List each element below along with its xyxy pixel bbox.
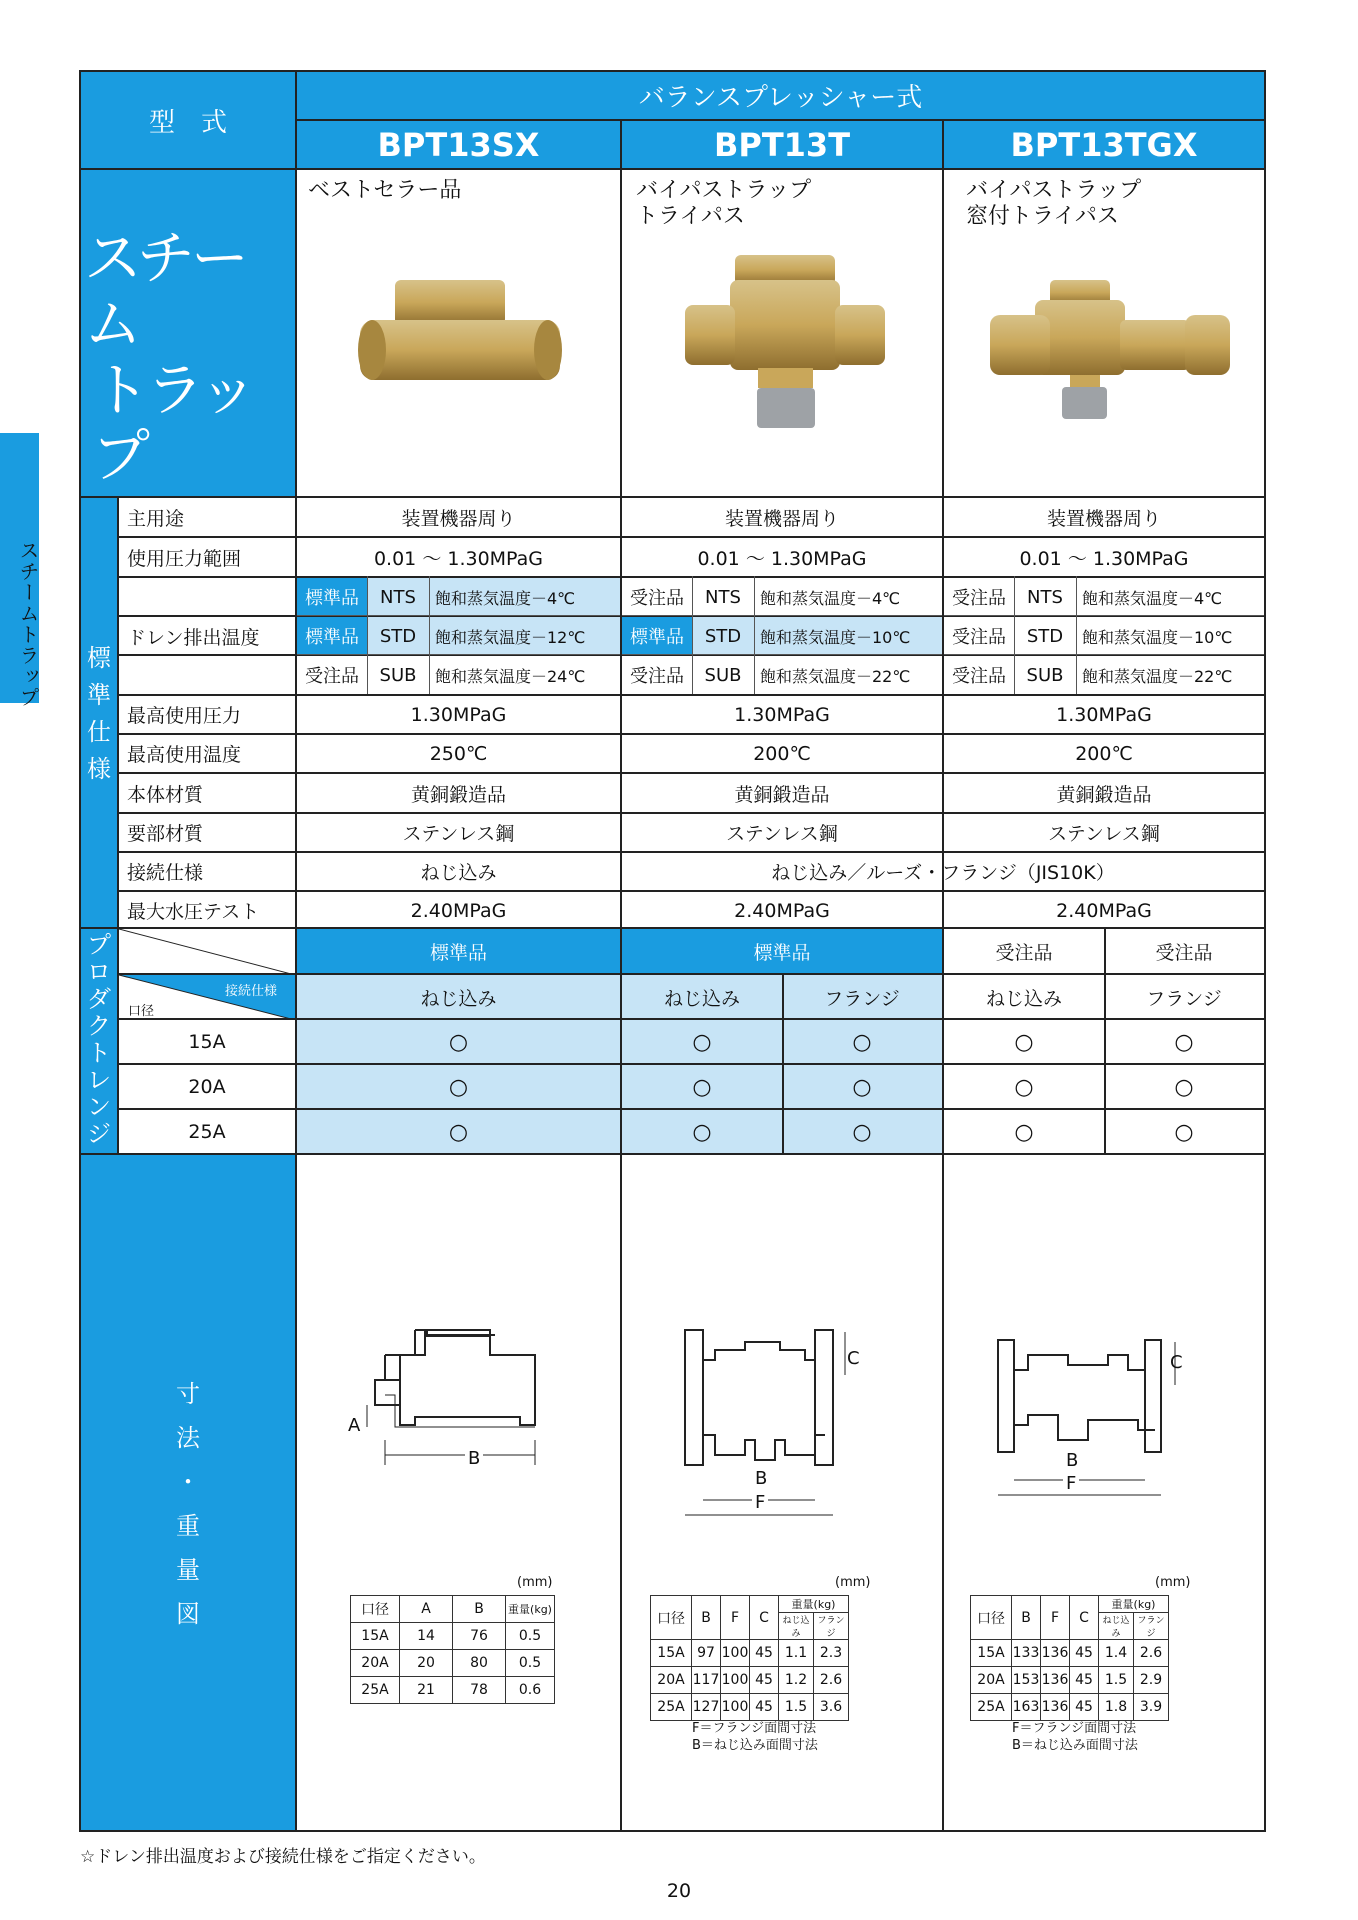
dim-head: B	[1012, 1596, 1041, 1640]
dim-cell: 2.9	[1134, 1667, 1169, 1694]
dim-cell: 1.5	[1099, 1667, 1134, 1694]
drain-status: 受注品	[630, 588, 684, 609]
grid-line	[117, 973, 1266, 975]
footnote: ☆ドレン排出温度および接続仕様をご指定ください。	[80, 1847, 486, 1867]
range-mark: ○	[448, 1074, 469, 1100]
drain-temp: 飽和蒸気温度－4℃	[760, 588, 901, 608]
dim-cell: 45	[1070, 1694, 1099, 1721]
drain-temp: 飽和蒸気温度－24℃	[435, 666, 586, 686]
dim-cell: 1.5	[779, 1694, 814, 1721]
dim-cell: 3.6	[814, 1694, 849, 1721]
dim-cell: 1.1	[779, 1640, 814, 1667]
grid-line	[117, 1108, 1266, 1110]
dim-cell: 1.4	[1099, 1640, 1134, 1667]
dim-f-label-2: F	[752, 1492, 768, 1513]
spec-value: ねじ込み	[420, 862, 497, 884]
dim-cell: 78	[453, 1677, 506, 1704]
unit-3: (mm)	[1155, 1575, 1191, 1590]
dim-cell: 0.5	[506, 1650, 555, 1677]
dim-head: フランジ	[814, 1613, 849, 1640]
dim-cell: 3.9	[1134, 1694, 1169, 1721]
spec-label: 最高使用圧力	[127, 705, 242, 727]
spec-section-label: 標 準 仕 様	[87, 644, 111, 783]
spec-value: ステンレス鋼	[402, 823, 515, 845]
model-2: BPT13T	[713, 125, 851, 164]
range-conn: フランジ	[1146, 987, 1222, 1010]
dim-c-label-3: C	[1170, 1352, 1183, 1373]
grid-line	[692, 576, 693, 694]
range-mark: ○	[1174, 1119, 1194, 1145]
spec-value: 0.01 ～ 1.30MPaG	[1019, 547, 1189, 570]
grid-line	[297, 654, 1264, 655]
dim-cell: 2.3	[814, 1640, 849, 1667]
drain-code: SUB	[379, 664, 417, 686]
dim-cell: 136	[1041, 1667, 1070, 1694]
range-mark: ○	[1014, 1119, 1034, 1145]
grid-line	[1014, 576, 1015, 694]
dim-head: B	[453, 1596, 506, 1623]
dim-head: 重量(kg)	[779, 1596, 849, 1613]
grid-line	[1264, 70, 1266, 1832]
dim-cell: 20A	[651, 1667, 692, 1694]
grid-line	[79, 70, 81, 1832]
dim-head: F	[1041, 1596, 1070, 1640]
grid-line	[79, 70, 1266, 72]
drain-status: 受注品	[305, 666, 359, 687]
product-image-bpt13t	[685, 250, 885, 440]
grid-line	[754, 576, 755, 694]
range-mark: ○	[692, 1074, 712, 1100]
product-image-bpt13sx	[350, 270, 570, 400]
range-mark: ○	[852, 1074, 872, 1100]
range-size: 20A	[119, 1065, 295, 1109]
range-mark: ○	[1014, 1029, 1034, 1055]
drain-status: 受注品	[952, 588, 1006, 609]
dim-head: 重量(kg)	[1099, 1596, 1169, 1613]
grid-line	[79, 1830, 1266, 1832]
dim-cell: 163	[1012, 1694, 1041, 1721]
spec-value: 1.30MPaG	[1056, 703, 1152, 726]
spec-value: 黄銅鍛造品	[410, 783, 506, 806]
dim-f-label-3: F	[1063, 1473, 1079, 1494]
note-2: F＝フランジ面間寸法 B＝ねじ込み面間寸法	[692, 1721, 818, 1753]
dim-cell: 117	[692, 1667, 721, 1694]
grid-line	[117, 733, 1266, 735]
grid-line	[620, 119, 622, 1830]
grid-line	[79, 1153, 1266, 1155]
drain-temp: 飽和蒸気温度－4℃	[1082, 588, 1223, 608]
grid-line	[367, 576, 368, 694]
dim-c-label-2: C	[847, 1348, 860, 1369]
spec-value: 装置機器周り	[724, 507, 839, 530]
dim-cell: 45	[750, 1667, 779, 1694]
dim-cell: 2.6	[1134, 1640, 1169, 1667]
unit-1: (mm)	[517, 1575, 553, 1590]
drawing-bpt13tgx	[990, 1330, 1190, 1510]
range-mark: ○	[448, 1119, 469, 1145]
grid-line	[117, 536, 1266, 538]
grid-line	[942, 119, 944, 1830]
dim-cell: 15A	[351, 1623, 400, 1650]
dim-cell: 20A	[971, 1667, 1012, 1694]
grid-line	[117, 812, 1266, 814]
dim-head: 重量(kg)	[506, 1596, 555, 1623]
dim-cell: 25A	[351, 1677, 400, 1704]
model-label: 型 式	[148, 107, 227, 138]
dim-cell: 45	[1070, 1667, 1099, 1694]
dim-head: ねじ込み	[1099, 1613, 1134, 1640]
dim-cell: 25A	[651, 1694, 692, 1721]
drain-status: 受注品	[630, 666, 684, 687]
dim-head: 口径	[971, 1596, 1012, 1640]
spec-value: ねじ込み／ルーズ・フランジ（JIS10K）	[771, 862, 1115, 884]
range-group-1: 標準品	[429, 942, 487, 964]
spec-value: 2.40MPaG	[734, 899, 830, 922]
dim-cell: 15A	[651, 1640, 692, 1667]
range-group-4: 受注品	[1155, 942, 1213, 964]
dim-cell: 100	[721, 1667, 750, 1694]
spec-value: 装置機器周り	[401, 507, 516, 530]
drain-code: STD	[379, 625, 417, 647]
drain-status: 標準品	[630, 627, 684, 648]
drain-temp: 飽和蒸気温度－12℃	[435, 627, 586, 647]
grid-line	[117, 851, 1266, 853]
grid-line	[117, 496, 119, 1153]
dim-cell: 1.2	[779, 1667, 814, 1694]
range-mark: ○	[448, 1029, 469, 1055]
corner-diagonal	[119, 929, 295, 975]
dim-cell: 45	[750, 1640, 779, 1667]
range-section-label: プロダクトレンジ	[87, 931, 111, 1148]
spec-value: 1.30MPaG	[410, 703, 507, 726]
grid-line	[117, 890, 1266, 892]
model-3: BPT13TGX	[1010, 125, 1198, 164]
spec-label: 最高使用温度	[127, 744, 242, 766]
note-3: F＝フランジ面間寸法 B＝ねじ込み面間寸法	[1012, 1721, 1138, 1753]
grid-line	[117, 772, 1266, 774]
dim-cell: 25A	[971, 1694, 1012, 1721]
spec-value: 装置機器周り	[1046, 507, 1161, 530]
range-mark: ○	[1014, 1074, 1034, 1100]
dim-cell: 76	[453, 1623, 506, 1650]
page-number: 20	[666, 1880, 692, 1902]
dims-section-label: 寸 法 ・ 重 量 図	[176, 1380, 200, 1628]
spec-label: 主用途	[127, 507, 185, 530]
range-conn: ねじ込み	[420, 987, 497, 1010]
dim-cell: 15A	[971, 1640, 1012, 1667]
dim-cell: 0.5	[506, 1623, 555, 1650]
range-mark: ○	[1174, 1029, 1194, 1055]
drain-temp: 飽和蒸気温度－4℃	[435, 588, 576, 608]
drain-label: ドレン排出温度	[127, 626, 260, 649]
drawing-bpt13sx	[345, 1325, 575, 1475]
spec-label: 要部材質	[127, 823, 204, 845]
range-mark: ○	[692, 1119, 712, 1145]
unit-2: (mm)	[835, 1575, 871, 1590]
spec-value: 2.40MPaG	[410, 899, 507, 922]
range-size: 15A	[119, 1020, 295, 1064]
dim-cell: 2.6	[814, 1667, 849, 1694]
spec-value: 0.01 ～ 1.30MPaG	[373, 547, 544, 570]
dim-cell: 153	[1012, 1667, 1041, 1694]
dim-head: フランジ	[1134, 1613, 1169, 1640]
spec-label: 最大水圧テスト	[127, 901, 260, 923]
spec-value: ステンレス鋼	[1048, 823, 1160, 845]
range-mark: ○	[852, 1119, 872, 1145]
grid-line	[79, 496, 1266, 498]
dim-table-t3	[970, 1595, 1169, 1721]
dim-cell: 97	[692, 1640, 721, 1667]
dim-table-t2	[650, 1595, 849, 1721]
spec-value: 1.30MPaG	[734, 703, 830, 726]
dim-cell: 136	[1041, 1694, 1070, 1721]
product-image-bpt13tgx	[990, 275, 1230, 425]
dim-cell: 45	[750, 1694, 779, 1721]
spec-value: 0.01 ～ 1.30MPaG	[697, 547, 867, 570]
dim-cell: 80	[453, 1650, 506, 1677]
dim-cell: 14	[400, 1623, 453, 1650]
dim-b-label-1: B	[465, 1448, 483, 1469]
spec-label: 接続仕様	[127, 862, 204, 884]
drain-status: 受注品	[952, 627, 1006, 648]
dim-cell: 1.8	[1099, 1694, 1134, 1721]
dim-b-label-3: B	[1063, 1450, 1081, 1471]
drain-temp: 飽和蒸気温度－22℃	[760, 666, 911, 686]
dim-head: C	[750, 1596, 779, 1640]
drain-temp: 飽和蒸気温度－10℃	[760, 627, 911, 647]
spec-value: 黄銅鍛造品	[734, 783, 830, 806]
dim-head: F	[721, 1596, 750, 1640]
drain-status: 標準品	[305, 588, 359, 609]
spec-value: 200℃	[1075, 742, 1133, 765]
dim-cell: 0.6	[506, 1677, 555, 1704]
range-conn: ねじ込み	[985, 987, 1062, 1010]
dim-cell: 100	[721, 1640, 750, 1667]
grid-line	[117, 694, 1266, 696]
grid-line	[79, 927, 1266, 929]
range-group-3: 受注品	[995, 942, 1053, 964]
drain-code: NTS	[1027, 586, 1063, 608]
range-mark: ○	[692, 1029, 712, 1055]
drain-status: 標準品	[305, 627, 359, 648]
caption-1: ベストセラー品	[308, 178, 462, 203]
dim-head: 口径	[651, 1596, 692, 1640]
drain-code: STD	[704, 625, 742, 647]
corner-bottom-label: 口径	[128, 1004, 155, 1019]
corner-top-label: 接続仕様	[225, 984, 278, 999]
grid-line	[117, 1018, 1266, 1020]
dim-head: C	[1070, 1596, 1099, 1640]
dim-a-label: A	[348, 1415, 361, 1436]
grid-line	[295, 119, 1264, 121]
dim-head: 口径	[351, 1596, 400, 1623]
range-conn: フランジ	[824, 987, 900, 1010]
grid-line	[429, 576, 430, 694]
type-label: バランスプレッシャー式	[638, 83, 923, 113]
range-conn: ねじ込み	[663, 987, 740, 1010]
grid-line	[295, 70, 297, 1832]
range-mark: ○	[852, 1029, 872, 1055]
grid-line	[297, 615, 1264, 616]
dim-b-label-2: B	[752, 1468, 770, 1489]
product-title: スチーム トラップ	[84, 224, 253, 490]
grid-line	[1104, 927, 1106, 1153]
dim-cell: 100	[721, 1694, 750, 1721]
drawing-bpt13t	[675, 1320, 865, 1520]
drain-code: NTS	[705, 586, 741, 608]
dim-cell: 136	[1041, 1640, 1070, 1667]
dim-cell: 20	[400, 1650, 453, 1677]
side-tab-label: スチームトラップ	[16, 540, 40, 708]
grid-line	[782, 973, 784, 1153]
dim-cell: 127	[692, 1694, 721, 1721]
drain-code: SUB	[1026, 664, 1064, 686]
dim-cell: 45	[1070, 1640, 1099, 1667]
spec-label: 使用圧力範囲	[127, 547, 242, 570]
grid-line	[1076, 576, 1077, 694]
dim-head: B	[692, 1596, 721, 1640]
dim-cell: 21	[400, 1677, 453, 1704]
range-mark: ○	[1174, 1074, 1194, 1100]
model-1: BPT13SX	[377, 125, 540, 164]
spec-value: ステンレス鋼	[726, 823, 838, 845]
range-size: 25A	[119, 1110, 295, 1154]
grid-line	[117, 1063, 1266, 1065]
spec-value: 250℃	[429, 742, 488, 765]
dim-cell: 133	[1012, 1640, 1041, 1667]
caption-2: バイパストラップ トライパス	[636, 178, 812, 229]
dim-head: ねじ込み	[779, 1613, 814, 1640]
dim-table-1	[350, 1595, 555, 1704]
drain-code: STD	[1026, 625, 1064, 647]
drain-temp: 飽和蒸気温度－10℃	[1082, 627, 1233, 647]
spec-value: 黄銅鍛造品	[1056, 783, 1152, 806]
grid-line	[79, 168, 1266, 170]
drain-temp: 飽和蒸気温度－22℃	[1082, 666, 1233, 686]
drain-code: SUB	[704, 664, 742, 686]
spec-label: 本体材質	[127, 783, 204, 806]
caption-3: バイパストラップ 窓付トライパス	[966, 178, 1142, 229]
spec-value: 2.40MPaG	[1056, 899, 1152, 922]
range-group-2: 標準品	[753, 942, 811, 964]
drain-status: 受注品	[952, 666, 1006, 687]
spec-value: 200℃	[753, 742, 811, 765]
dim-cell: 20A	[351, 1650, 400, 1677]
dim-head: A	[400, 1596, 453, 1623]
drain-code: NTS	[380, 586, 416, 608]
